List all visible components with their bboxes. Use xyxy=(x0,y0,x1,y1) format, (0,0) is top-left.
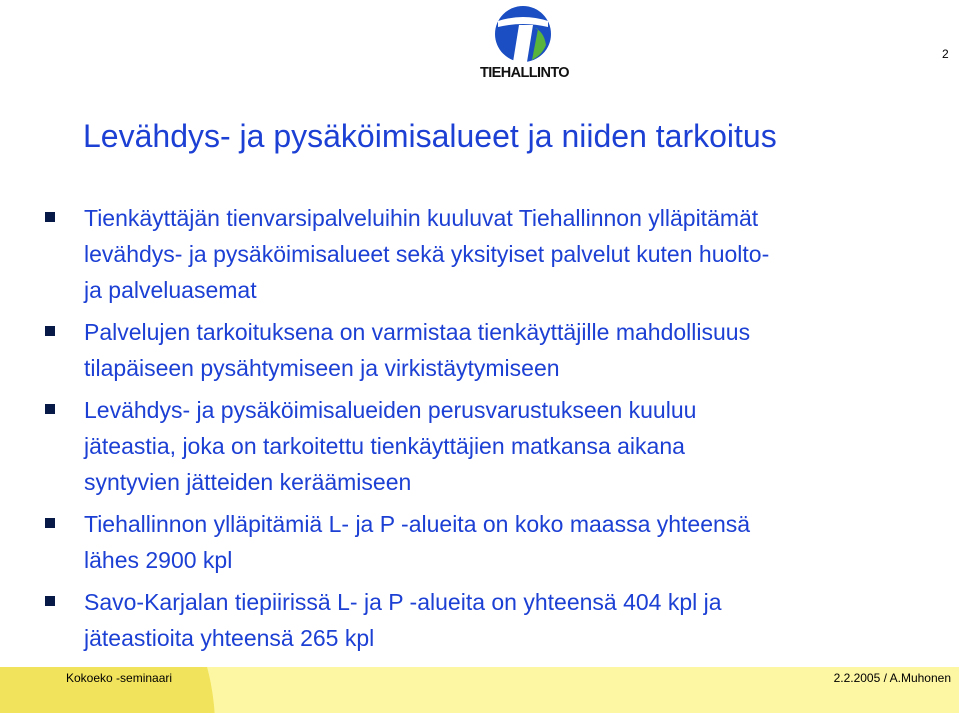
tiehallinto-logo xyxy=(480,5,569,85)
bullet-item xyxy=(45,200,945,308)
bullet-line: lähes 2900 kpl xyxy=(84,547,233,573)
bullet-line: Tiehallinnon ylläpitämiä L- ja P -alueita on koko maassa yhteensä xyxy=(84,511,751,537)
bullet-line: tilapäiseen pysähtymiseen ja virkistäytymiseen xyxy=(84,355,560,381)
square-bullet-icon xyxy=(45,404,55,414)
square-bullet-icon xyxy=(45,212,55,222)
bullet-item xyxy=(45,392,945,500)
page-number: 2 xyxy=(942,47,949,61)
bullet-line: jäteastia, joka on tarkoitettu tienkäyttäjien matkansa aikana xyxy=(84,433,685,459)
bullet-item xyxy=(45,584,945,656)
bullet-item xyxy=(45,314,945,386)
logo-text: TIEHALLINTO xyxy=(480,65,569,81)
bullet-line: jäteastioita yhteensä 265 kpl xyxy=(84,625,375,651)
tiehallinto-emblem-icon xyxy=(486,5,560,63)
square-bullet-icon xyxy=(45,326,55,336)
footer-date-author: 2.2.2005 / A.Muhonen xyxy=(833,671,951,685)
bullet-list xyxy=(45,200,945,662)
bullet-line: Levähdys- ja pysäköimisalueiden perusvarustukseen kuuluu xyxy=(84,397,697,423)
footer-event-name: Kokoeko -seminaari xyxy=(66,671,173,685)
bullet-line: Tienkäyttäjän tienvarsipalveluihin kuuluvat Tiehallinnon ylläpitämät xyxy=(84,205,759,231)
bullet-line: syntyvien jätteiden keräämiseen xyxy=(84,469,412,495)
slide-title: Levähdys- ja pysäköimisalueet ja niiden tarkoitus xyxy=(83,118,777,154)
bullet-line: levähdys- ja pysäköimisalueet sekä yksityiset palvelut kuten huolto- xyxy=(84,241,770,267)
bullet-line: ja palveluasemat xyxy=(84,277,257,303)
bullet-item xyxy=(45,506,945,578)
square-bullet-icon xyxy=(45,518,55,528)
footer-bar xyxy=(0,667,959,713)
bullet-line: Savo-Karjalan tiepiirissä L- ja P -alueita on yhteensä 404 kpl ja xyxy=(84,589,722,615)
bullet-line: Palvelujen tarkoituksena on varmistaa tienkäyttäjille mahdollisuus xyxy=(84,319,751,345)
square-bullet-icon xyxy=(45,596,55,606)
